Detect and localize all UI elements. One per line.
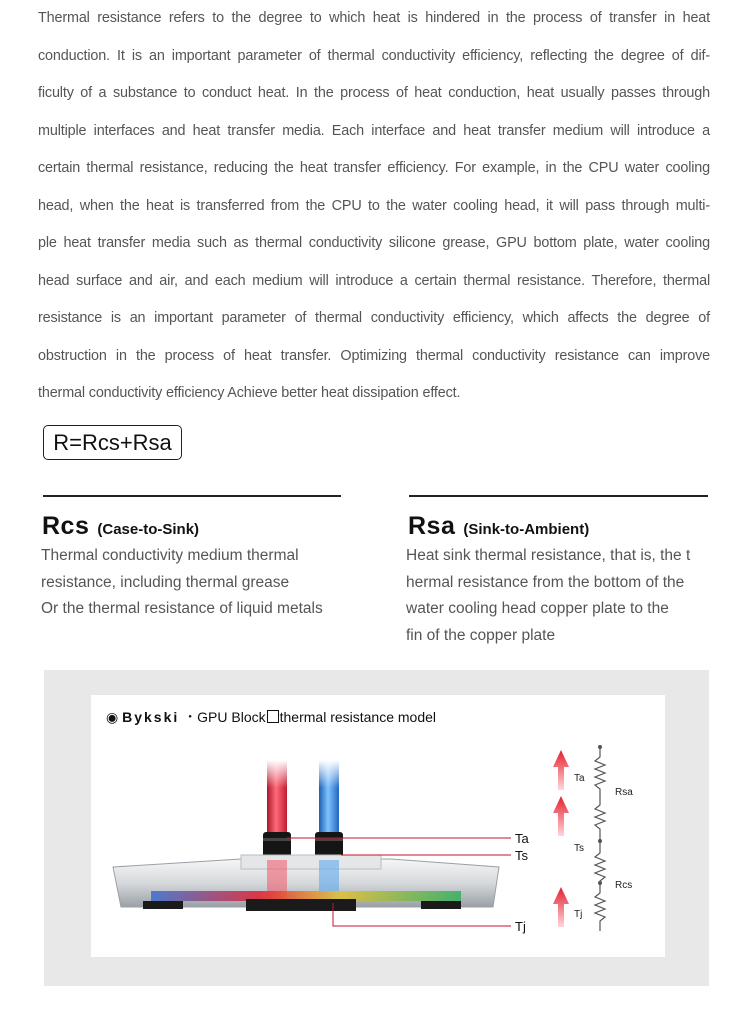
- left-foot: [143, 901, 183, 909]
- intro-line: Thermal resistance refers to the degree to which heat is hindered in the process of transfer in heat: [38, 10, 710, 26]
- rcs-line: resistance, including thermal grease: [41, 573, 290, 591]
- model-title-part-a: GPU Block: [197, 709, 266, 725]
- callout-tj: Tj: [515, 919, 526, 934]
- rcs-abbr: Rcs: [42, 512, 90, 540]
- intro-line: thermal conductivity efficiency Achieve better heat dissipation effect.: [38, 385, 461, 401]
- hot-tube-fade: [267, 760, 287, 788]
- rcs-full: (Case-to-Sink): [97, 521, 200, 538]
- rsa-divider: [409, 495, 708, 497]
- intro-line: ficulty of a substance to conduct heat. In the process of heat conduction, heat usually passes through: [38, 85, 710, 101]
- gpu-block-model-figure: [91, 695, 665, 957]
- block-top-plate: [241, 855, 381, 869]
- scale-ts: Ts: [574, 843, 584, 854]
- formula-box: R=Rcs+Rsa: [43, 425, 182, 460]
- intro-line: conduction. It is an important parameter of thermal conductivity efficiency, reflecting the degree of dif-: [38, 47, 710, 64]
- intro-line: multiple interfaces and heat transfer media. Each interface and heat transfer medium will introduce a: [38, 122, 710, 139]
- node-top: [598, 745, 602, 749]
- rcs-line: Thermal conductivity medium thermal: [41, 547, 299, 564]
- intro-line: resistance is an important parameter of thermal conductivity efficiency, which affects the degree of: [38, 310, 710, 326]
- rsa-description: [406, 543, 690, 649]
- hot-fitting-ring: [263, 838, 291, 841]
- cold-tube-fade: [319, 760, 339, 788]
- scale-rsa: Rsa: [615, 787, 633, 798]
- right-foot: [421, 901, 461, 909]
- scale-tj: Tj: [574, 909, 583, 920]
- rcs-line: Or the thermal resistance of liquid metals: [41, 600, 323, 617]
- intro-line: ple heat transfer media such as thermal conductivity silicone grease, GPU bottom plate, water cooling: [38, 235, 710, 251]
- callout-ts: Ts: [515, 848, 528, 863]
- rcs-description: [41, 543, 323, 623]
- model-title-part-b: thermal resistance model: [279, 709, 437, 725]
- node-middle: [598, 839, 602, 843]
- rsa-abbr: Rsa: [408, 512, 456, 540]
- intro-line: obstruction in the process of heat transfer. Optimizing thermal conductivity resistance can improve: [38, 347, 710, 364]
- callout-ta: Ta: [515, 831, 529, 846]
- intro-paragraph: [38, 0, 710, 413]
- intro-line: head surface and air, and each medium will introduce a certain thermal resistance. Therefore, thermal: [38, 272, 710, 289]
- scale-rcs: Rcs: [615, 880, 633, 891]
- rsa-full: (Sink-to-Ambient): [463, 521, 590, 538]
- heat-arrow-top: [553, 750, 569, 790]
- rcs-divider: [43, 495, 341, 497]
- rsa-line: hermal resistance from the bottom of the: [406, 573, 685, 591]
- rcs-heading: [42, 512, 199, 541]
- rsa-line: fin of the copper plate: [406, 626, 556, 644]
- gpu-base-plate: [246, 899, 356, 911]
- rsa-line: water cooling head copper plate to the: [406, 600, 669, 617]
- intro-line: head, when the heat is transferred from the CPU to the water cooling head, it will pass through multi-: [38, 197, 710, 214]
- intro-line: certain thermal resistance, reducing the heat transfer efficiency. For example, in the CPU water cooling: [38, 160, 710, 176]
- brand-name: Bykski: [122, 709, 180, 725]
- scale-ta: Ta: [574, 773, 585, 784]
- brand-mark-icon: ◉: [106, 709, 119, 725]
- node-lower: [598, 881, 602, 885]
- heat-arrow-middle: [553, 796, 569, 836]
- title-separator: ・: [183, 709, 198, 725]
- rsa-line: Heat sink thermal resistance, that is, the t: [406, 547, 691, 564]
- heat-arrow-bottom: [553, 887, 569, 927]
- rsa-heading: [408, 512, 589, 541]
